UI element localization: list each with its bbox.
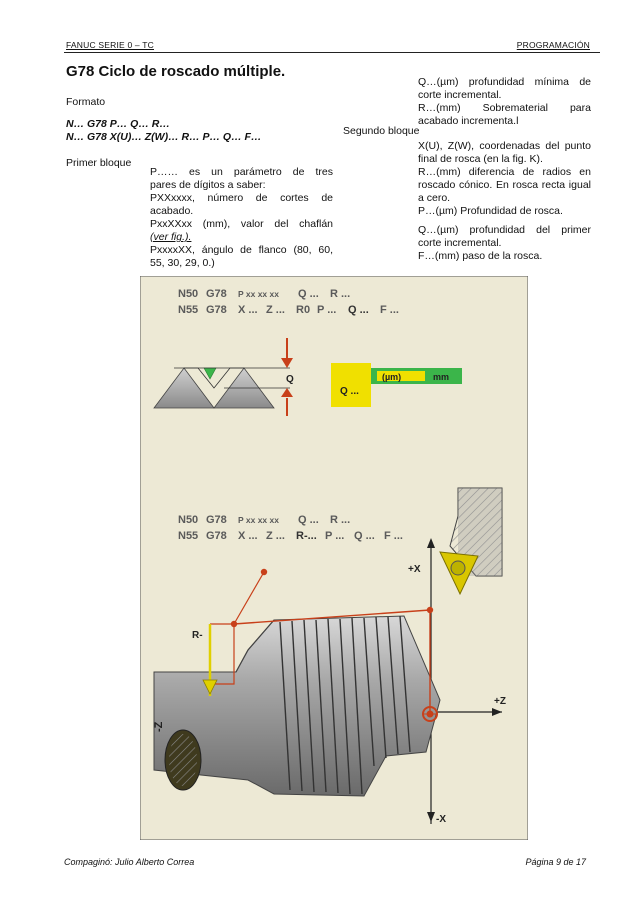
- code2-n: N50: [178, 514, 199, 526]
- code1-q: Q ...: [298, 288, 319, 300]
- code1-r: R ...: [330, 288, 351, 300]
- code2-g: G78: [206, 514, 227, 526]
- code1b-p: P ...: [317, 304, 337, 316]
- code2-q: Q ...: [298, 514, 319, 526]
- code2b-r: R-...: [296, 530, 317, 542]
- code1-n: N50: [178, 288, 199, 300]
- left-col-line: (ver fig.).: [150, 231, 192, 243]
- left-col-line: pares de dígitos a saber:: [150, 179, 266, 191]
- right-col-line: R…(mm) Sobrematerial para: [418, 102, 591, 114]
- format-line-1: N… G78 P… Q… R…: [66, 118, 170, 130]
- left-col-line: acabado.: [150, 205, 194, 217]
- code1b-f: F ...: [380, 304, 399, 316]
- right-col-line: Q…(µm) profundidad del primer: [418, 224, 591, 236]
- um-label: (µm): [382, 372, 402, 382]
- r-minus-label: R-: [192, 630, 203, 641]
- header-left: FANUC SERIE 0 – TC: [66, 40, 154, 50]
- thread-cycle-figure: [140, 276, 528, 840]
- footer-right: Página 9 de 17: [525, 857, 586, 867]
- right-col-line: roscado cónico. En rosca recta igual: [418, 179, 591, 191]
- axis-minus-z: -Z: [153, 721, 165, 732]
- format-line-2: N… G78 X(U)… Z(W)… R… P… Q… F…: [66, 131, 262, 143]
- code2b-g: G78: [206, 530, 227, 542]
- code1b-q: Q ...: [348, 304, 369, 316]
- right-col-line: F…(mm) paso de la rosca.: [418, 250, 543, 262]
- code2-r: R ...: [330, 514, 351, 526]
- footer-left: Compaginó: Julio Alberto Correa: [64, 857, 195, 867]
- right-col-line: P…(µm) Profundidad de rosca.: [418, 205, 563, 217]
- code1-g: G78: [206, 288, 227, 300]
- code2b-f: F ...: [384, 530, 403, 542]
- primer-bloque-label: Primer bloque: [66, 157, 132, 169]
- mm-label: mm: [433, 372, 450, 382]
- right-col-line: acabado incrementa.l: [418, 115, 519, 127]
- axis-plus-z: +Z: [494, 696, 506, 707]
- code2b-p: P ...: [325, 530, 345, 542]
- left-col-line: PXXxxxx, número de cortes de: [150, 192, 333, 204]
- right-col-line: X(U), Z(W), coordenadas del punto: [418, 140, 591, 152]
- left-col-line: P…… es un parámetro de tres: [150, 166, 333, 178]
- code1b-x: X ...: [238, 304, 258, 316]
- code1b-g: G78: [206, 304, 227, 316]
- right-col-line: Q…(µm) profundidad mínima de: [418, 76, 591, 88]
- code2b-n: N55: [178, 530, 199, 542]
- code1b-r0: R0: [296, 304, 311, 316]
- right-col-line: a cero.: [418, 192, 451, 204]
- code2b-q: Q ...: [354, 530, 375, 542]
- code2-p: P xx xx xx: [238, 515, 279, 525]
- axis-plus-x: +X: [408, 564, 421, 575]
- header-right: PROGRAMACIÓN: [516, 40, 590, 50]
- axis-minus-x: -X: [436, 814, 446, 825]
- segundo-bloque-label: Segundo bloque: [343, 125, 420, 137]
- left-col-line: PxxXXxx (mm), valor del chaflán: [150, 218, 333, 230]
- left-col-line: PxxxxXX, ángulo de flanco (80, 60,: [150, 244, 333, 256]
- q-label: Q: [286, 374, 294, 385]
- code2b-x: X ...: [238, 530, 258, 542]
- right-col-line: R…(mm) diferencia de radios en: [418, 166, 591, 178]
- code1b-z: Z ...: [266, 304, 285, 316]
- code2b-z: Z ...: [266, 530, 285, 542]
- q-box-label: Q ...: [340, 386, 359, 397]
- right-col-line: final de rosca (en la fig. K).: [418, 153, 543, 165]
- right-col-line: corte incremental.: [418, 237, 502, 249]
- code1-p: P xx xx xx: [238, 289, 279, 299]
- header-divider: [64, 52, 600, 53]
- formato-label: Formato: [66, 96, 106, 108]
- code1b-n: N55: [178, 304, 199, 316]
- page-title: G78 Ciclo de roscado múltiple.: [66, 63, 286, 80]
- right-col-line: corte incremental.: [418, 89, 502, 101]
- left-col-line: 55, 30, 29, 0.): [150, 257, 215, 269]
